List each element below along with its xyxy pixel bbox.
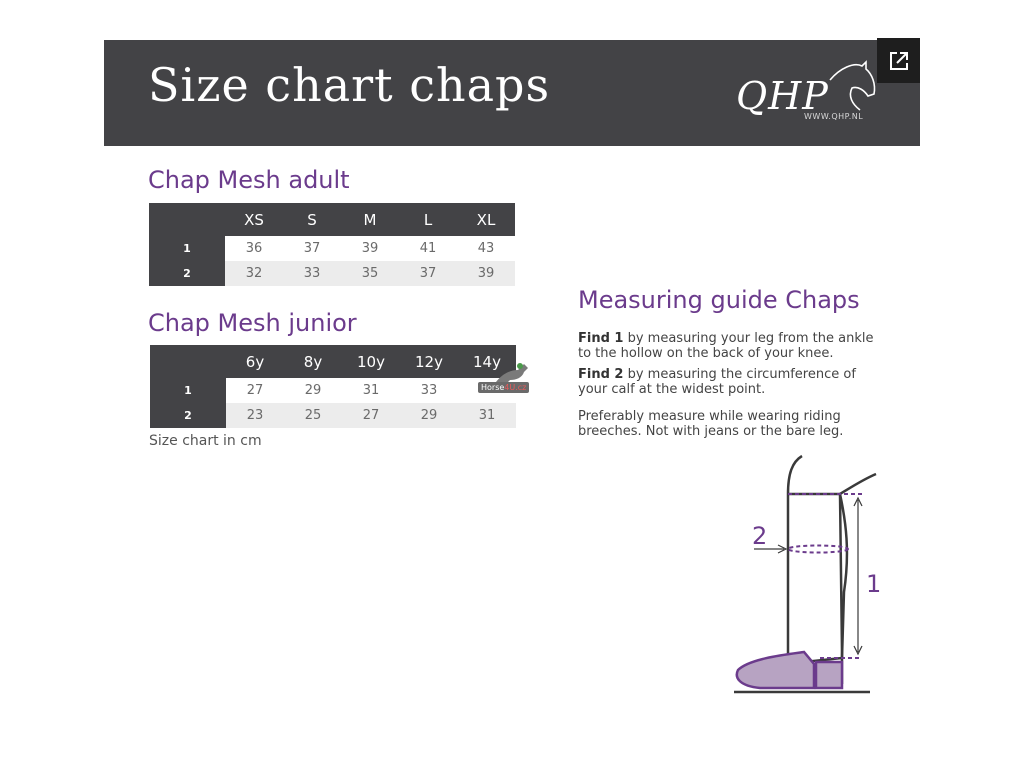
junior-size-table — [150, 345, 516, 428]
table-corner — [150, 345, 226, 378]
chaps-boot-diagram — [730, 452, 900, 702]
adult-section-title: Chap Mesh adult — [148, 166, 350, 194]
table-cell: 23 — [226, 403, 284, 428]
table-cell: 29 — [400, 403, 458, 428]
qhp-logo — [732, 60, 884, 130]
row-label: 1 — [149, 236, 225, 261]
table-row — [150, 378, 516, 403]
logo-url: WWW.QHP.NL — [804, 112, 864, 121]
table-cell: 27 — [342, 403, 400, 428]
column-header: L — [399, 203, 457, 236]
column-header: 6y — [226, 345, 284, 378]
horse-head-icon — [822, 60, 882, 115]
header-banner — [104, 40, 920, 146]
row-label: 2 — [149, 261, 225, 286]
find2-label: Find 2 — [578, 367, 624, 382]
column-header: 12y — [400, 345, 458, 378]
table-cell: 41 — [399, 236, 457, 261]
table-cell: 39 — [341, 236, 399, 261]
table-cell: 37 — [283, 236, 341, 261]
table-cell: 33 — [283, 261, 341, 286]
row-label: 1 — [150, 378, 226, 403]
find2-text: by measuring the circumference of your calf at the widest point. — [578, 367, 856, 397]
table-cell: 31 — [342, 378, 400, 403]
column-header: 8y — [284, 345, 342, 378]
guide-preferably: Preferably measure while wearing riding breeches. Not with jeans or the bare leg. — [578, 409, 844, 439]
table-row — [150, 403, 516, 428]
table-corner — [149, 203, 225, 236]
logo-text: QHP — [736, 74, 829, 118]
find1-text: by measuring your leg from the ankle to the hollow on the back of your knee. — [578, 331, 874, 361]
adult-size-table — [149, 203, 515, 286]
open-external-button[interactable] — [877, 38, 920, 83]
table-row — [149, 236, 515, 261]
guide-title: Measuring guide Chaps — [578, 286, 860, 314]
table-header-row — [150, 345, 516, 378]
table-header-row — [149, 203, 515, 236]
column-header: XL — [457, 203, 515, 236]
guide-find2 — [578, 367, 888, 397]
watermark-logo — [476, 360, 536, 400]
column-header: M — [341, 203, 399, 236]
column-header: XS — [225, 203, 283, 236]
marker-2: 2 — [752, 522, 768, 550]
watermark-text-b: 4U.cz — [504, 383, 527, 392]
page-title: Size chart chaps — [148, 58, 551, 112]
table-cell: 33 — [400, 378, 458, 403]
marker-1: 1 — [866, 570, 882, 598]
table-cell: 31 — [458, 403, 516, 428]
watermark-label — [478, 382, 529, 393]
table-cell: 35 — [341, 261, 399, 286]
table-cell: 37 — [399, 261, 457, 286]
find1-label: Find 1 — [578, 331, 624, 346]
column-header: 10y — [342, 345, 400, 378]
table-cell: 43 — [457, 236, 515, 261]
column-header: S — [283, 203, 341, 236]
table-row — [149, 261, 515, 286]
guide-find1 — [578, 331, 888, 361]
table-cell: 29 — [284, 378, 342, 403]
table-cell: 36 — [225, 236, 283, 261]
table-cell: 39 — [457, 261, 515, 286]
size-note: Size chart in cm — [149, 433, 262, 449]
table-cell: 25 — [284, 403, 342, 428]
junior-section-title: Chap Mesh junior — [148, 309, 357, 337]
watermark-text-a: Horse — [481, 383, 505, 392]
row-label: 2 — [150, 403, 226, 428]
table-cell: 32 — [225, 261, 283, 286]
column-header: 14y — [458, 345, 516, 378]
table-cell: 27 — [226, 378, 284, 403]
external-link-icon — [888, 50, 910, 72]
